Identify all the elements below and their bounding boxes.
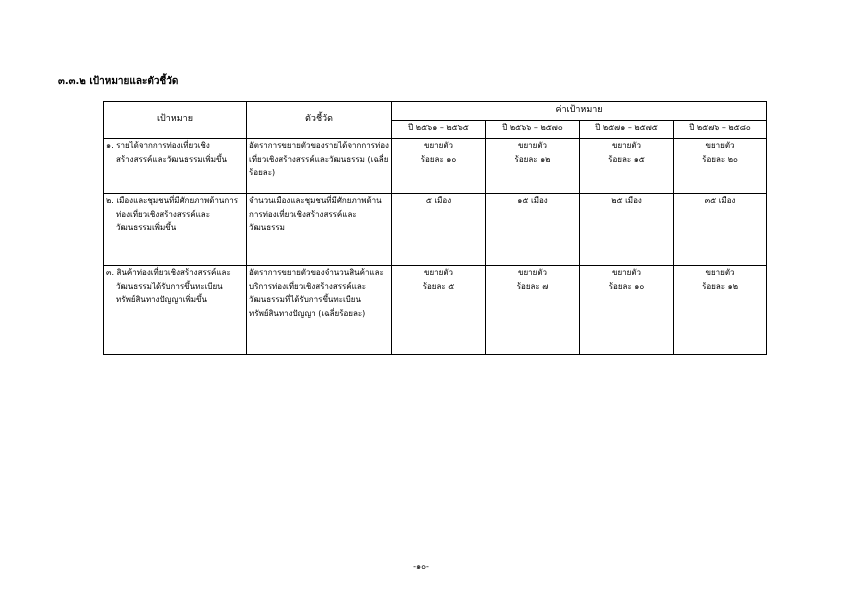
table-row [104, 194, 767, 266]
target-cell: ขยายตัว ร้อยละ ๑๕ [580, 139, 674, 194]
section-heading: ๓.๓.๒ เป้าหมายและตัวชี้วัด [58, 76, 179, 87]
page-number: -๑๐- [413, 562, 429, 571]
header-target-group: ค่าเป้าหมาย [392, 102, 767, 121]
goal-cell: ๓. สินค้าท่องเที่ยวเชิงสร้างสรรค์และวัฒนธรรมได้รับการขึ้นทะเบียนทรัพย์สินทางปัญญาเพิ่มขึ้น [104, 266, 247, 355]
target-cell: ขยายตัว ร้อยละ ๑๐ [580, 266, 674, 355]
goals-indicators-table [103, 101, 767, 355]
target-cell: ๑๕ เมือง [486, 194, 580, 266]
header-year-3: ปี ๒๕๗๑ – ๒๕๗๕ [580, 121, 674, 139]
goal-cell: ๒. เมืองและชุมชนที่มีศักยภาพด้านการท่องเที่ยวเชิงสร้างสรรค์และวัฒนธรรมเพิ่มขึ้น [104, 194, 247, 266]
target-cell: ขยายตัว ร้อยละ ๒๐ [674, 139, 767, 194]
target-cell: ขยายตัว ร้อยละ ๑๒ [486, 139, 580, 194]
header-year-4: ปี ๒๕๗๖ – ๒๕๘๐ [674, 121, 767, 139]
indicator-cell: อัตราการขยายตัวของจำนวนสินค้าและบริการท่องเที่ยวเชิงสร้างสรรค์และวัฒนธรรมที่ได้รับการขึ้นทะเบียนทรัพย์สินทางปัญญา (เฉลี่ยร้อยละ) [247, 266, 392, 355]
table-row [104, 139, 767, 194]
target-cell: ขยายตัว ร้อยละ ๑๐ [392, 139, 486, 194]
table-header-row [104, 102, 767, 121]
target-cell: ขยายตัว ร้อยละ ๗ [486, 266, 580, 355]
indicator-cell: จำนวนเมืองและชุมชนที่มีศักยภาพด้านการท่องเที่ยวเชิงสร้างสรรค์และวัฒนธรรม [247, 194, 392, 266]
header-indicator: ตัวชี้วัด [247, 102, 392, 139]
indicator-cell: อัตราการขยายตัวของรายได้จากการท่องเที่ยวเชิงสร้างสรรค์และวัฒนธรรม (เฉลี่ยร้อยละ) [247, 139, 392, 194]
table-row [104, 266, 767, 355]
goal-cell: ๑. รายได้จากการท่องเที่ยวเชิงสร้างสรรค์และวัฒนธรรมเพิ่มขึ้น [104, 139, 247, 194]
header-year-1: ปี ๒๕๖๑ – ๒๕๖๕ [392, 121, 486, 139]
target-cell: ขยายตัว ร้อยละ ๕ [392, 266, 486, 355]
target-cell: ขยายตัว ร้อยละ ๑๒ [674, 266, 767, 355]
header-goal: เป้าหมาย [104, 102, 247, 139]
header-year-2: ปี ๒๕๖๖ – ๒๕๗๐ [486, 121, 580, 139]
target-cell: ๒๕ เมือง [580, 194, 674, 266]
target-cell: ๕ เมือง [392, 194, 486, 266]
target-cell: ๓๕ เมือง [674, 194, 767, 266]
